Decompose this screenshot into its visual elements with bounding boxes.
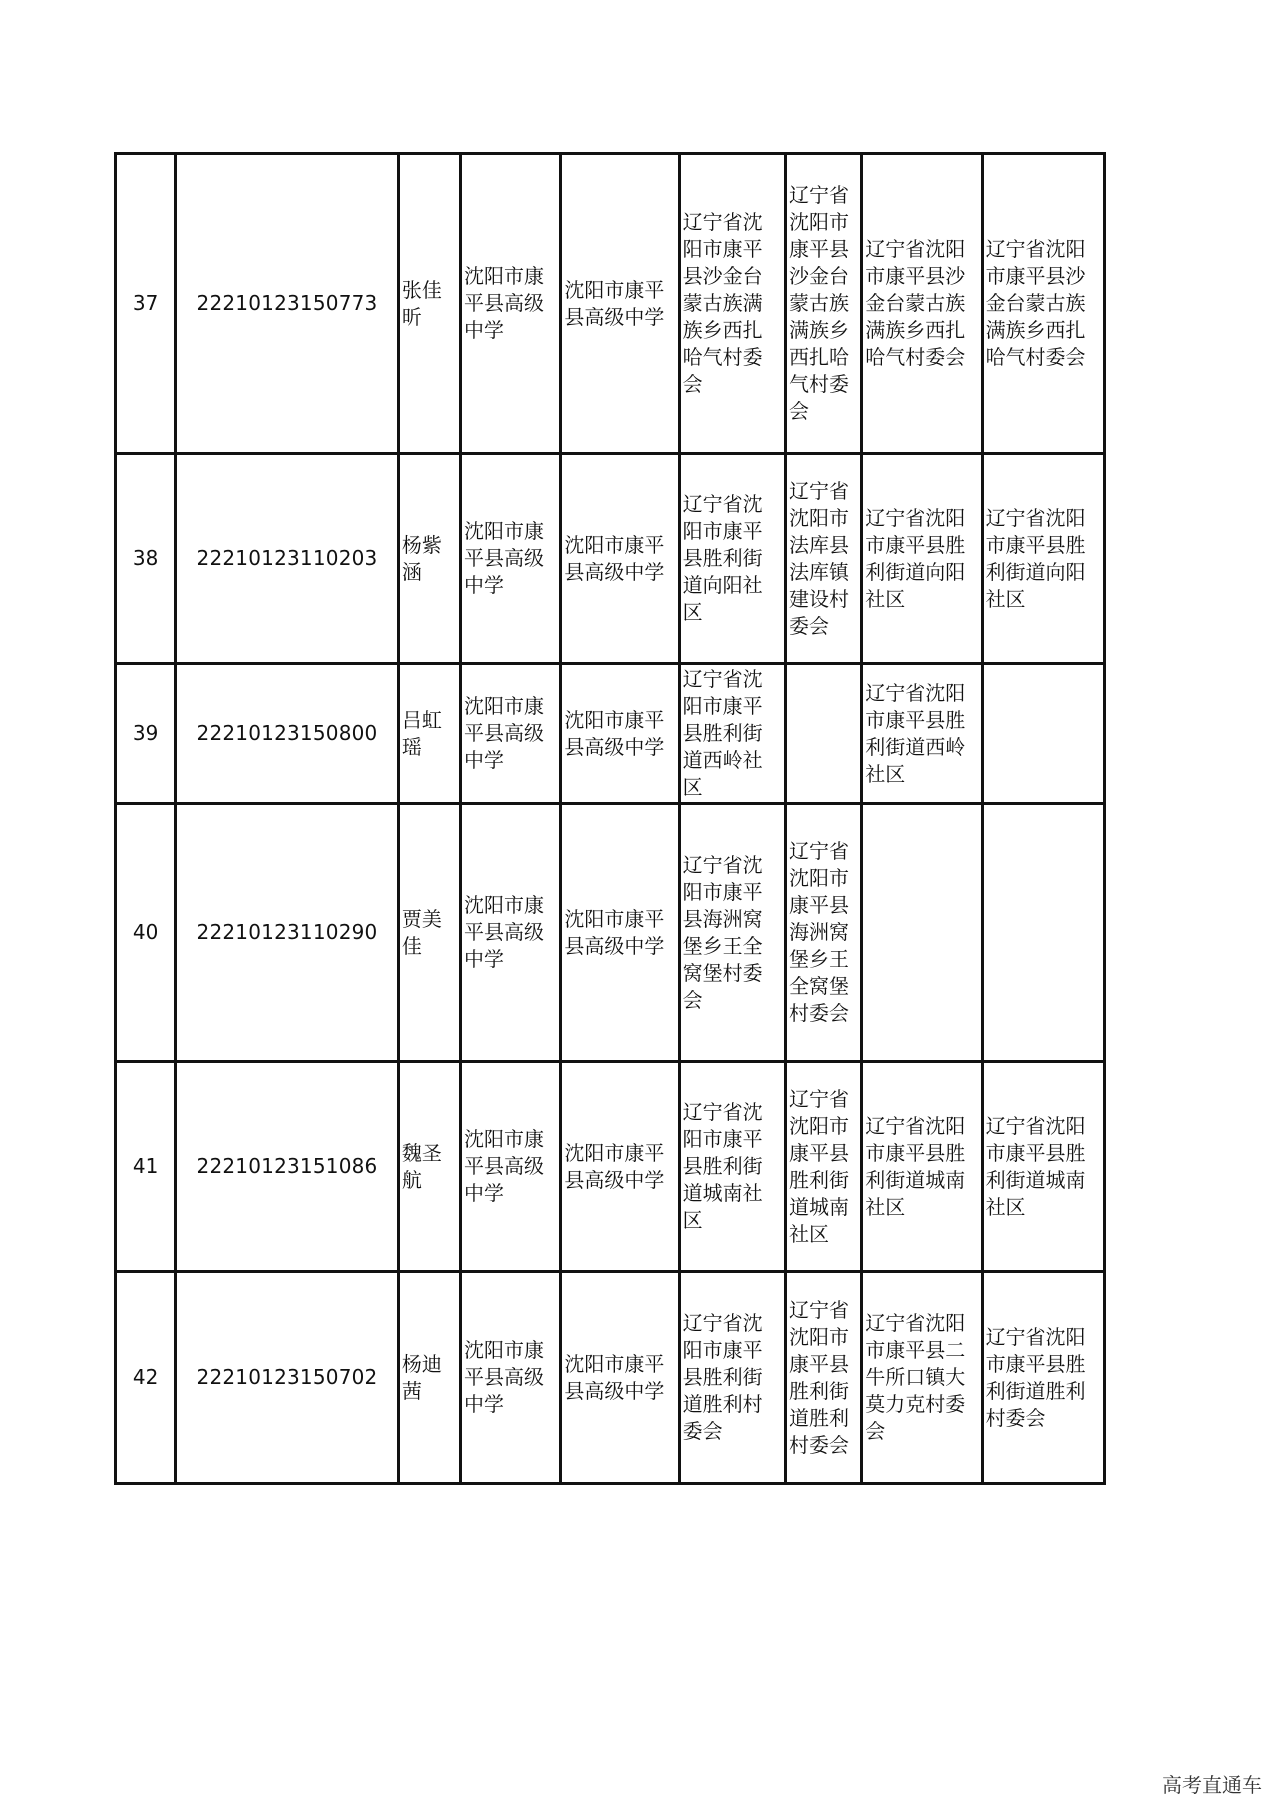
address2-cell: 辽宁省沈阳市康平县沙金台蒙古族满族乡西扎哈气村委会 [785, 154, 861, 454]
name-cell: 张佳昕 [398, 154, 460, 454]
id-cell: 22210123150773 [176, 154, 399, 454]
row-number-cell: 37 [116, 154, 176, 454]
row-number-cell: 40 [116, 804, 176, 1062]
school-cell: 沈阳市康平县高级中学 [461, 454, 561, 664]
roster-table [114, 152, 1106, 1485]
table-row [116, 664, 1105, 804]
row-number-cell: 39 [116, 664, 176, 804]
school-cell: 沈阳市康平县高级中学 [461, 664, 561, 804]
name-cell: 贾美佳 [398, 804, 460, 1062]
address2-cell: 辽宁省沈阳市康平县胜利街道城南社区 [785, 1062, 861, 1272]
school-cell: 沈阳市康平县高级中学 [461, 804, 561, 1062]
address2-cell: 辽宁省沈阳市康平县海洲窝堡乡王全窝堡村委会 [785, 804, 861, 1062]
address4-cell: 辽宁省沈阳市康平县胜利街道向阳社区 [982, 454, 1104, 664]
table-row [116, 454, 1105, 664]
watermark-text: 高考直通车 [1162, 1773, 1262, 1797]
address3-cell: 辽宁省沈阳市康平县沙金台蒙古族满族乡西扎哈气村委会 [862, 154, 982, 454]
school2-cell: 沈阳市康平县高级中学 [561, 1062, 679, 1272]
school-cell: 沈阳市康平县高级中学 [461, 1272, 561, 1484]
name-cell: 魏圣航 [398, 1062, 460, 1272]
row-number-cell: 42 [116, 1272, 176, 1484]
address3-cell [862, 804, 982, 1062]
row-number-cell: 38 [116, 454, 176, 664]
table-row [116, 1062, 1105, 1272]
address4-cell [982, 664, 1104, 804]
table-row [116, 1272, 1105, 1484]
school2-cell: 沈阳市康平县高级中学 [561, 804, 679, 1062]
address2-cell [785, 664, 861, 804]
address2-cell: 辽宁省沈阳市法库县法库镇建设村委会 [785, 454, 861, 664]
name-cell: 吕虹瑶 [398, 664, 460, 804]
address4-cell: 辽宁省沈阳市康平县沙金台蒙古族满族乡西扎哈气村委会 [982, 154, 1104, 454]
address2-cell: 辽宁省沈阳市康平县胜利街道胜利村委会 [785, 1272, 861, 1484]
row-number-cell: 41 [116, 1062, 176, 1272]
address1-cell: 辽宁省沈阳市康平县沙金台蒙古族满族乡西扎哈气村委会 [679, 154, 785, 454]
address3-cell: 辽宁省沈阳市康平县胜利街道向阳社区 [862, 454, 982, 664]
school2-cell: 沈阳市康平县高级中学 [561, 1272, 679, 1484]
school2-cell: 沈阳市康平县高级中学 [561, 454, 679, 664]
name-cell: 杨紫涵 [398, 454, 460, 664]
address1-cell: 辽宁省沈阳市康平县胜利街道西岭社区 [679, 664, 785, 804]
school-cell: 沈阳市康平县高级中学 [461, 1062, 561, 1272]
name-cell: 杨迪茜 [398, 1272, 460, 1484]
address1-cell: 辽宁省沈阳市康平县胜利街道胜利村委会 [679, 1272, 785, 1484]
id-cell: 22210123150702 [176, 1272, 399, 1484]
address3-cell: 辽宁省沈阳市康平县胜利街道城南社区 [862, 1062, 982, 1272]
id-cell: 22210123151086 [176, 1062, 399, 1272]
table-row [116, 154, 1105, 454]
school2-cell: 沈阳市康平县高级中学 [561, 154, 679, 454]
address3-cell: 辽宁省沈阳市康平县二牛所口镇大莫力克村委会 [862, 1272, 982, 1484]
school-cell: 沈阳市康平县高级中学 [461, 154, 561, 454]
address4-cell: 辽宁省沈阳市康平县胜利街道城南社区 [982, 1062, 1104, 1272]
address1-cell: 辽宁省沈阳市康平县胜利街道向阳社区 [679, 454, 785, 664]
id-cell: 22210123110203 [176, 454, 399, 664]
id-cell: 22210123150800 [176, 664, 399, 804]
table-row [116, 804, 1105, 1062]
address4-cell [982, 804, 1104, 1062]
address1-cell: 辽宁省沈阳市康平县胜利街道城南社区 [679, 1062, 785, 1272]
address4-cell: 辽宁省沈阳市康平县胜利街道胜利村委会 [982, 1272, 1104, 1484]
address3-cell: 辽宁省沈阳市康平县胜利街道西岭社区 [862, 664, 982, 804]
id-cell: 22210123110290 [176, 804, 399, 1062]
school2-cell: 沈阳市康平县高级中学 [561, 664, 679, 804]
address1-cell: 辽宁省沈阳市康平县海洲窝堡乡王全窝堡村委会 [679, 804, 785, 1062]
